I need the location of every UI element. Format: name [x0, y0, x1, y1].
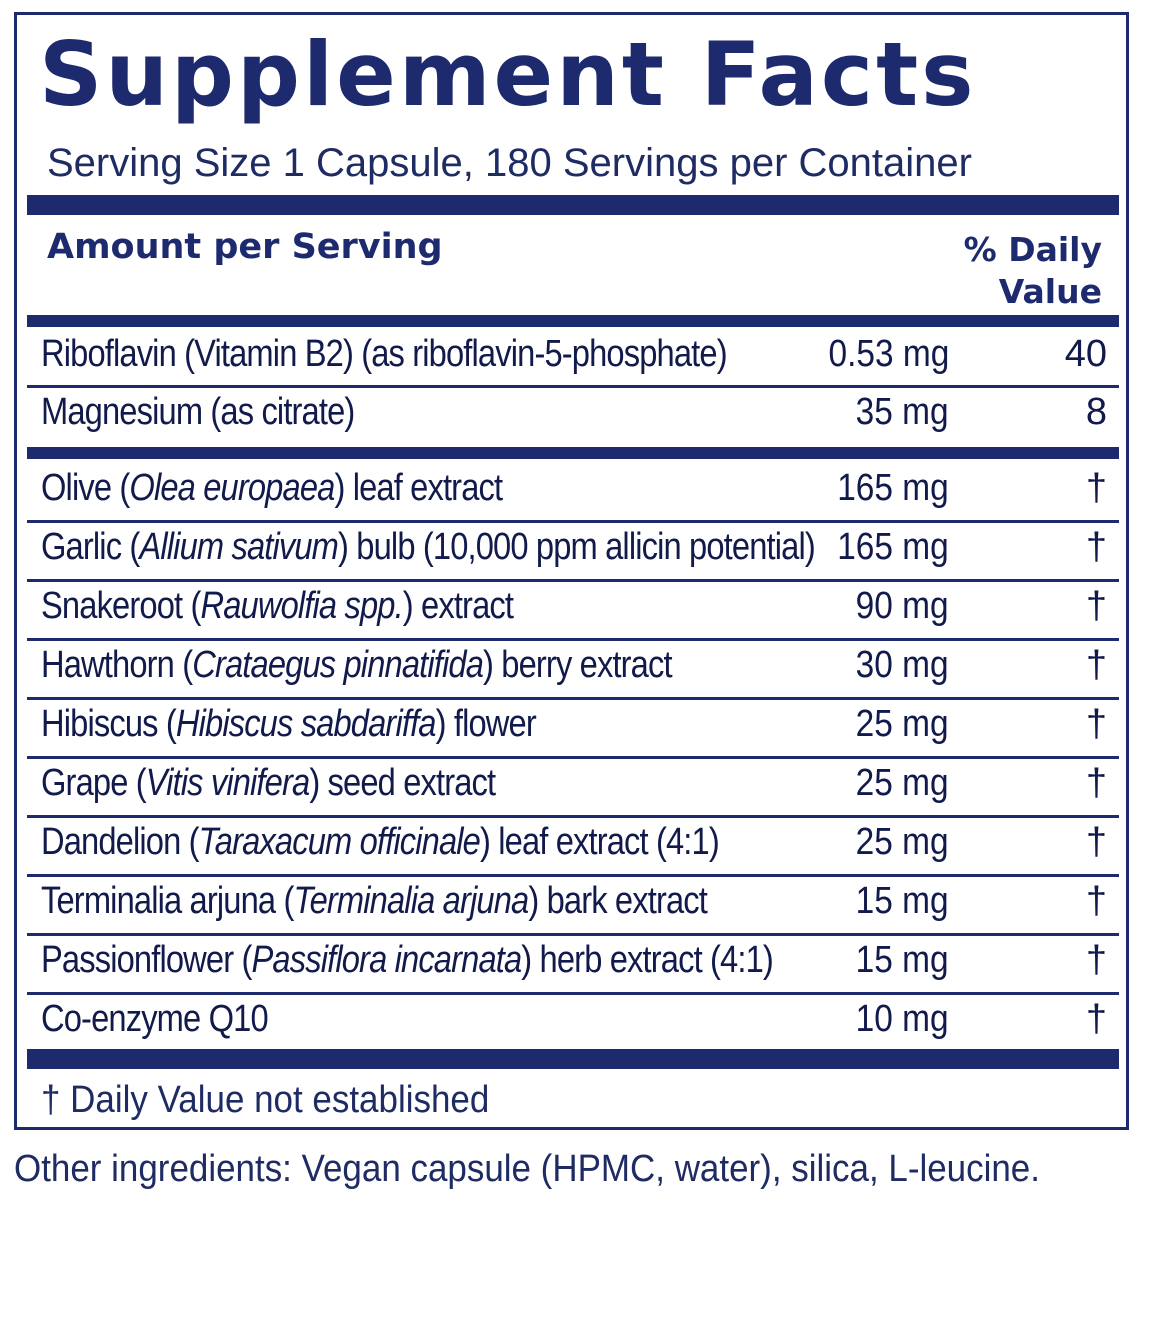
nutrient-amount: 0.53 mg — [828, 333, 949, 375]
ingredient-row — [27, 581, 1119, 638]
thick-divider-botanicals — [27, 447, 1119, 459]
ingredient-row — [27, 817, 1119, 874]
ingredient-daily-value: † — [1085, 762, 1107, 804]
other-ingredients: Other ingredients: Vegan capsule (HPMC, water), silica, L-leucine. — [14, 1148, 1040, 1190]
daily-value-header-line1: % Daily — [963, 230, 1102, 269]
ingredient-row — [27, 463, 1119, 520]
daily-value-header — [964, 229, 1102, 313]
thick-divider-bottom — [27, 1049, 1119, 1069]
nutrient-row — [27, 329, 1119, 386]
ingredient-daily-value: † — [1085, 998, 1107, 1040]
ingredient-daily-value: † — [1085, 526, 1107, 568]
ingredient-daily-value: † — [1085, 703, 1107, 745]
nutrient-daily-value: 8 — [1085, 391, 1107, 433]
serving-size: Serving Size 1 Capsule, 180 Servings per Container — [47, 141, 972, 185]
ingredient-name: Passionflower (Passiflora incarnata) herb extract (4:1) — [41, 939, 773, 981]
ingredient-daily-value: † — [1085, 467, 1107, 509]
nutrient-row — [27, 387, 1119, 444]
ingredient-name: Snakeroot (Rauwolfia spp.) extract — [41, 585, 514, 627]
ingredient-amount: 165 mg — [837, 526, 949, 568]
thick-divider-header — [27, 315, 1119, 327]
ingredient-daily-value: † — [1085, 644, 1107, 686]
ingredient-amount: 10 mg — [856, 998, 949, 1040]
ingredient-row — [27, 699, 1119, 756]
ingredient-amount: 30 mg — [856, 644, 949, 686]
ingredient-daily-value: † — [1085, 585, 1107, 627]
nutrient-amount: 35 mg — [856, 391, 949, 433]
ingredient-name: Co-enzyme Q10 — [41, 998, 268, 1040]
ingredient-name: Terminalia arjuna (Terminalia arjuna) bark extract — [41, 880, 707, 922]
ingredient-row — [27, 522, 1119, 579]
ingredient-name: Hawthorn (Crataegus pinnatifida) berry extract — [41, 644, 672, 686]
ingredient-amount: 15 mg — [856, 880, 949, 922]
ingredient-name: Olive (Olea europaea) leaf extract — [41, 467, 503, 509]
ingredient-amount: 90 mg — [856, 585, 949, 627]
ingredient-amount: 25 mg — [856, 821, 949, 863]
thick-divider-top — [27, 195, 1119, 215]
panel-title: Supplement Facts — [39, 23, 977, 126]
ingredient-amount: 165 mg — [837, 467, 949, 509]
nutrient-daily-value: 40 — [1064, 333, 1107, 375]
ingredient-daily-value: † — [1085, 880, 1107, 922]
ingredient-row — [27, 935, 1119, 992]
nutrient-name: Magnesium (as citrate) — [41, 391, 355, 433]
ingredient-amount: 25 mg — [856, 762, 949, 804]
ingredient-name: Hibiscus (Hibiscus sabdariffa) flower — [41, 703, 536, 745]
daily-value-header-line2: Value — [998, 272, 1102, 311]
ingredient-row — [27, 994, 1119, 1051]
ingredient-amount: 15 mg — [856, 939, 949, 981]
ingredient-daily-value: † — [1085, 821, 1107, 863]
daily-value-footnote: † Daily Value not established — [41, 1079, 490, 1121]
ingredient-name: Dandelion (Taraxacum officinale) leaf extract (4:1) — [41, 821, 719, 863]
amount-per-serving-header: Amount per Serving — [47, 227, 443, 267]
supplement-facts-panel — [14, 12, 1129, 1130]
ingredient-row — [27, 758, 1119, 815]
ingredient-name: Garlic (Allium sativum) bulb (10,000 ppm allicin potential) — [41, 526, 815, 568]
ingredient-daily-value: † — [1085, 939, 1107, 981]
ingredient-row — [27, 876, 1119, 933]
ingredient-name: Grape (Vitis vinifera) seed extract — [41, 762, 496, 804]
ingredient-amount: 25 mg — [856, 703, 949, 745]
nutrient-name: Riboflavin (Vitamin B2) (as riboflavin-5-phosphate) — [41, 333, 727, 375]
ingredient-row — [27, 640, 1119, 697]
